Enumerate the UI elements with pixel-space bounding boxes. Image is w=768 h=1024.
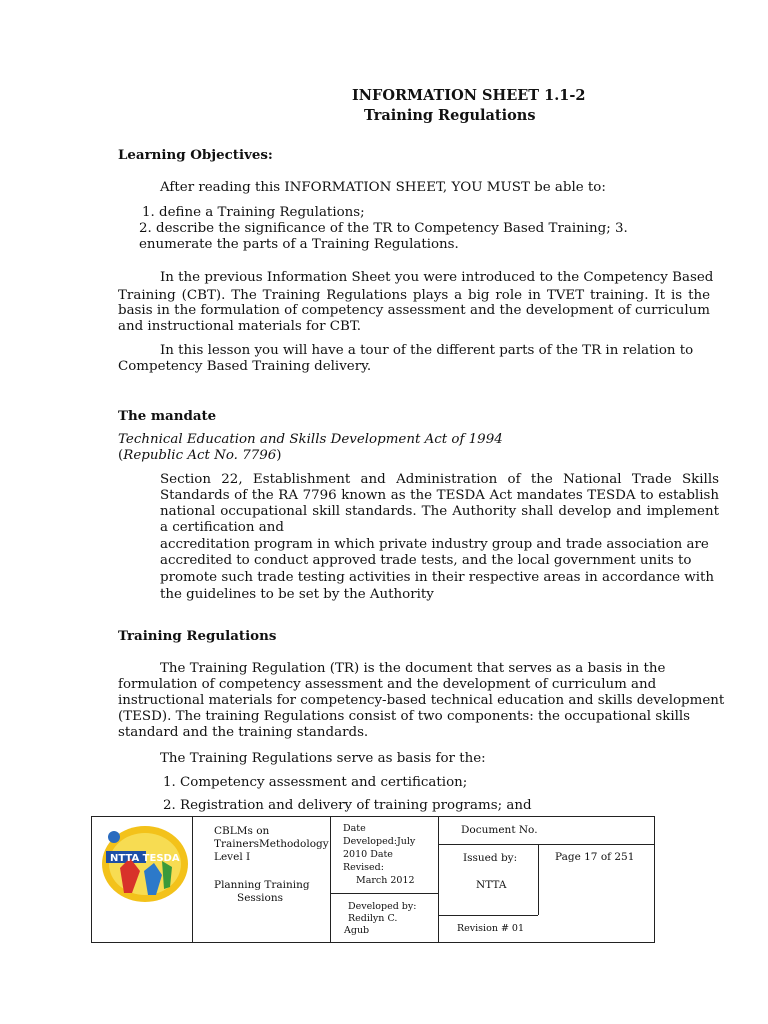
mandate-line: national occupational skill standards. The Authority shall develop and implement [160, 504, 719, 519]
info-sheet-title: INFORMATION SHEET 1.1-2 [352, 87, 586, 104]
tr-para-line: (TESD). The training Regulations consist of two components: the occupational skills [118, 709, 691, 724]
cblm-title-line: CBLMs on [214, 825, 270, 837]
intro-para-line: and instructional materials for CBT. [118, 319, 362, 334]
tr-para-line: standard and the training standards. [118, 725, 369, 740]
lesson-para-line: Competency Based Training delivery. [118, 359, 372, 374]
objective-item-3: enumerate the parts of a Training Regulations. [139, 237, 459, 252]
intro-para-line: In the previous Information Sheet you were introduced to the Competency Based [160, 270, 714, 285]
tr-para-line: The Training Regulation (TR) is the document that serves as a basis in the [160, 661, 666, 676]
revision-number: Revision # 01 [457, 923, 525, 934]
objectives-intro: After reading this INFORMATION SHEET, YOU MUST be able to: [160, 180, 606, 195]
intro-para-line: Training (CBT). The Training Regulations plays a big role in TVET training. It is the [118, 288, 710, 303]
republic-act: (Republic Act No. 7796) [118, 448, 282, 463]
mandate-line: accredited to conduct approved trade tests, and the local government units to [160, 553, 692, 568]
training-regulations-label: Training Regulations [118, 628, 277, 644]
tr-para-line: instructional materials for competency-based technical education and skills development [118, 693, 725, 708]
date-line: Date [343, 823, 366, 834]
basis-item-2: 2. Registration and delivery of training programs; and [163, 798, 532, 813]
mandate-line: accreditation program in which private industry group and trade association are [160, 537, 709, 552]
issued-by-label: Issued by: [463, 852, 518, 864]
date-line: 2010 Date [343, 849, 393, 860]
module-title-line: Sessions [237, 892, 284, 904]
cblm-title-line: TrainersMethodology [214, 838, 329, 850]
page-number: Page 17 of 251 [555, 851, 635, 863]
document-footer-table [91, 816, 655, 943]
objective-item-2: 2. describe the significance of the TR to Competency Based Training; 3. [139, 221, 628, 236]
mandate-label: The mandate [118, 408, 217, 424]
lesson-para-line: In this lesson you will have a tour of the different parts of the TR in relation to [160, 343, 694, 358]
info-sheet-subtitle: Training Regulations [364, 107, 536, 124]
tr-para-line: formulation of competency assessment and the development of curriculum and [118, 677, 657, 692]
basis-item-1: 1. Competency assessment and certification; [163, 775, 468, 790]
developed-by-line: Redilyn C. [348, 913, 398, 924]
mandate-line: Standards of the RA 7796 known as the TESDA Act mandates TESDA to establish [160, 488, 719, 503]
act-title: Technical Education and Skills Development Act of 1994 [118, 432, 503, 447]
document-number-label: Document No. [461, 824, 538, 836]
basis-intro: The Training Regulations serve as basis for the: [160, 751, 486, 766]
objective-item-1: 1. define a Training Regulations; [142, 205, 365, 220]
ntta-tesda-logo [100, 823, 190, 905]
intro-para-line: basis in the formulation of competency assessment and the development of curriculum [118, 303, 710, 318]
learning-objectives-label: Learning Objectives: [118, 147, 273, 163]
date-line: Developed:July [343, 836, 416, 847]
cblm-title-line: Level I [214, 851, 251, 863]
developed-by-line: Developed by: [348, 901, 417, 912]
mandate-line: Section 22, Establishment and Administration of the National Trade Skills [160, 472, 719, 487]
date-line: March 2012 [356, 875, 415, 886]
date-line: Revised: [343, 862, 384, 873]
issuer-value: NTTA [476, 879, 507, 891]
svg-text:NTTA TESDA: NTTA TESDA [110, 853, 180, 864]
mandate-line: promote such trade testing activities in their respective areas in accordance with [160, 570, 715, 585]
mandate-line: a certification and [160, 520, 284, 535]
mandate-line: the guidelines to be set by the Authority [160, 587, 434, 602]
developed-by-line: Agub [344, 925, 370, 936]
module-title-line: Planning Training [214, 879, 310, 891]
